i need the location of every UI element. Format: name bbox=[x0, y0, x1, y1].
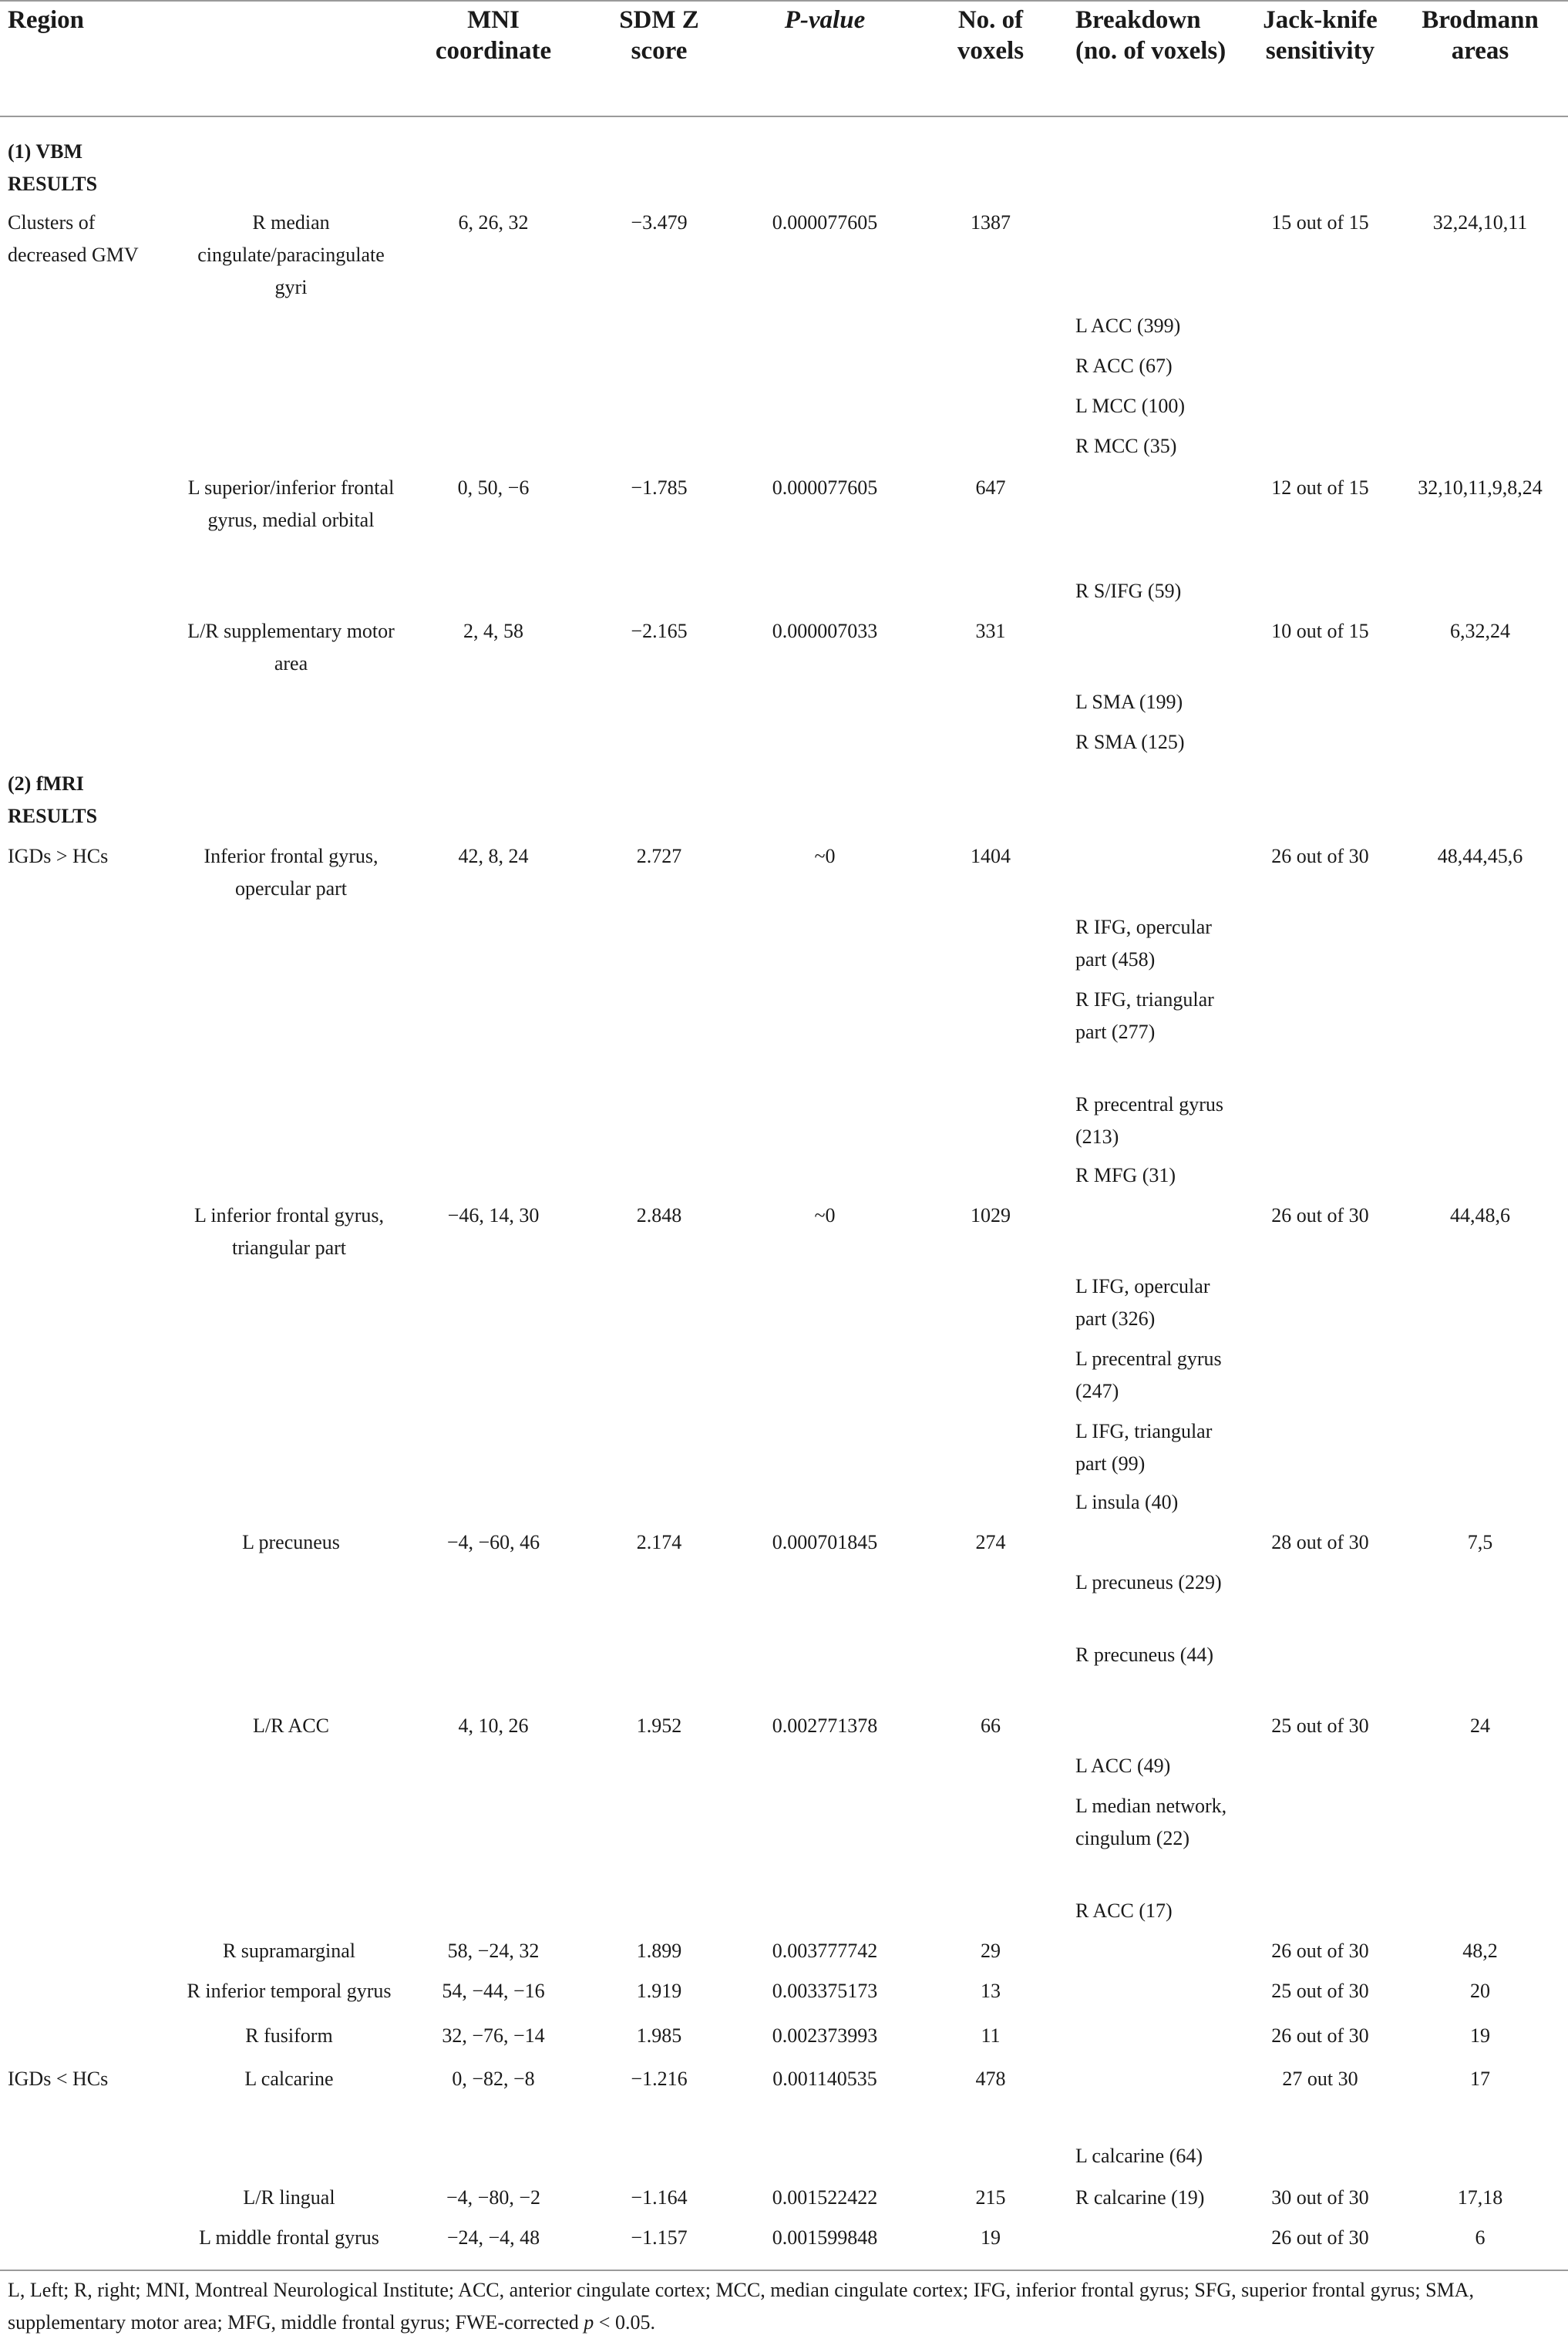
z-score-cell: −1.216 bbox=[631, 2068, 688, 2090]
header-mni: MNI coordinate bbox=[435, 6, 552, 65]
voxels-cell: 66 bbox=[981, 1714, 1001, 1737]
jackknife-cell: 26 out of 30 bbox=[1271, 1940, 1369, 1962]
breakdown-item: L insula (40) bbox=[1075, 1491, 1179, 1513]
p-value-cell: 0.001522422 bbox=[772, 2186, 878, 2209]
breakdown-item: R MCC (35) bbox=[1075, 435, 1177, 457]
region-cell: Inferior frontal gyrus, opercular part bbox=[204, 845, 379, 900]
p-value-cell: 0.000007033 bbox=[772, 620, 878, 642]
breakdown-item: L precentral gyrus (247) bbox=[1075, 1348, 1222, 1402]
voxels-cell: 19 bbox=[981, 2226, 1001, 2249]
brodmann-cell: 48,44,45,6 bbox=[1437, 845, 1523, 867]
breakdown-item: R MFG (31) bbox=[1075, 1164, 1176, 1186]
p-value-cell: 0.002373993 bbox=[772, 2024, 878, 2047]
bottom-rule bbox=[0, 2270, 1568, 2271]
breakdown-item: L ACC (49) bbox=[1075, 1755, 1171, 1777]
jackknife-cell: 26 out of 30 bbox=[1271, 1204, 1369, 1227]
brodmann-cell: 32,24,10,11 bbox=[1432, 211, 1528, 234]
breakdown-item: R ACC (17) bbox=[1075, 1900, 1173, 1922]
region-cell: L inferior frontal gyrus, triangular part bbox=[194, 1204, 384, 1259]
z-score-cell: 1.985 bbox=[636, 2024, 682, 2047]
region-cell: L precuneus bbox=[242, 1531, 340, 1553]
breakdown-item: L SMA (199) bbox=[1075, 691, 1183, 713]
mni-cell: −4, −60, 46 bbox=[446, 1531, 540, 1553]
jackknife-cell: 25 out of 30 bbox=[1271, 1714, 1369, 1737]
jackknife-cell: 26 out of 30 bbox=[1271, 2226, 1369, 2249]
p-value-cell: 0.003375173 bbox=[772, 1980, 878, 2002]
header-brodmann: Brodmann areas bbox=[1422, 6, 1539, 65]
jackknife-cell: 10 out of 15 bbox=[1271, 620, 1369, 642]
region-cell: R fusiform bbox=[245, 2024, 333, 2047]
region-cell: R supramarginal bbox=[222, 1940, 356, 1962]
header-breakdown: Breakdown (no. of voxels) bbox=[1075, 6, 1226, 65]
z-score-cell: 2.174 bbox=[636, 1531, 682, 1553]
footnote-threshold: < 0.05. bbox=[594, 2311, 655, 2334]
voxels-cell: 1404 bbox=[971, 845, 1011, 867]
z-score-cell: −3.479 bbox=[631, 211, 688, 234]
p-value-cell: 0.002771378 bbox=[772, 1714, 878, 1737]
mni-cell: −4, −80, −2 bbox=[446, 2186, 540, 2209]
voxels-cell: 215 bbox=[975, 2186, 1006, 2209]
voxels-cell: 274 bbox=[975, 1531, 1006, 1553]
z-score-cell: 2.848 bbox=[636, 1204, 682, 1227]
mni-cell: −24, −4, 48 bbox=[446, 2226, 540, 2249]
table-footnote bbox=[8, 2274, 1557, 2339]
section-label: (2) fMRI RESULTS bbox=[8, 772, 98, 827]
mni-cell: 42, 8, 24 bbox=[458, 845, 529, 867]
mni-cell: 32, −76, −14 bbox=[442, 2024, 545, 2047]
footnote-text: L, Left; R, right; MNI, Montreal Neurological Institute; ACC, anterior cingulate cortex; MCC, median cingulate cortex; IFG, inferior frontal gyrus; SFG, superior frontal gyrus; SMA, supplementary motor area; MFG, middle frontal gyrus; FWE-corrected bbox=[8, 2279, 1474, 2334]
jackknife-cell: 15 out of 15 bbox=[1271, 211, 1369, 234]
z-score-cell: −1.164 bbox=[631, 2186, 688, 2209]
header-rule bbox=[0, 116, 1568, 117]
header-jackknife: Jack-knife sensitivity bbox=[1263, 6, 1378, 65]
breakdown-item: R IFG, triangular part (277) bbox=[1075, 988, 1214, 1043]
jackknife-cell: 12 out of 15 bbox=[1271, 476, 1369, 499]
voxels-cell: 1029 bbox=[971, 1204, 1011, 1227]
breakdown-item: R precuneus (44) bbox=[1075, 1644, 1214, 1666]
brodmann-cell: 20 bbox=[1470, 1980, 1490, 2002]
mni-cell: 54, −44, −16 bbox=[442, 1980, 545, 2002]
brodmann-cell: 6,32,24 bbox=[1450, 620, 1510, 642]
breakdown-item: R IFG, opercular part (458) bbox=[1075, 916, 1212, 971]
breakdown-item: R SMA (125) bbox=[1075, 731, 1185, 753]
jackknife-cell: 30 out of 30 bbox=[1271, 2186, 1369, 2209]
voxels-cell: 29 bbox=[981, 1940, 1001, 1962]
p-value-cell: ~0 bbox=[814, 845, 836, 867]
region-cell: R inferior temporal gyrus bbox=[187, 1980, 392, 2002]
header-pvalue: P-value bbox=[784, 6, 866, 34]
z-score-cell: −2.165 bbox=[631, 620, 688, 642]
group-label: IGDs > HCs bbox=[8, 845, 109, 867]
breakdown-item: R ACC (67) bbox=[1075, 355, 1173, 377]
z-score-cell: −1.785 bbox=[631, 476, 688, 499]
p-value-cell: ~0 bbox=[814, 1204, 836, 1227]
z-score-cell: 2.727 bbox=[636, 845, 682, 867]
voxels-cell: 13 bbox=[981, 1980, 1001, 2002]
p-value-cell: 0.003777742 bbox=[772, 1940, 878, 1962]
mni-cell: 58, −24, 32 bbox=[447, 1940, 540, 1962]
breakdown-item: R S/IFG (59) bbox=[1075, 580, 1182, 602]
p-value-cell: 0.000077605 bbox=[772, 476, 878, 499]
voxels-cell: 11 bbox=[981, 2024, 1001, 2047]
breakdown-item: L MCC (100) bbox=[1075, 395, 1186, 417]
p-value-cell: 0.001140535 bbox=[772, 2068, 877, 2090]
brodmann-cell: 7,5 bbox=[1467, 1531, 1493, 1553]
region-cell: L/R lingual bbox=[243, 2186, 335, 2209]
jackknife-cell: 26 out of 30 bbox=[1271, 845, 1369, 867]
breakdown-item: L median network, cingulum (22) bbox=[1075, 1795, 1227, 1849]
group-label: Clusters of decreased GMV bbox=[8, 211, 139, 266]
brodmann-cell: 17 bbox=[1470, 2068, 1490, 2090]
footnote-p-symbol: p bbox=[584, 2311, 594, 2334]
region-cell: L superior/inferior frontal gyrus, medial orbital bbox=[187, 476, 395, 531]
jackknife-cell: 26 out of 30 bbox=[1271, 2024, 1369, 2047]
brodmann-cell: 17,18 bbox=[1457, 2186, 1503, 2209]
region-cell: L/R ACC bbox=[253, 1714, 329, 1737]
p-value-cell: 0.000077605 bbox=[772, 211, 878, 234]
header-region: Region bbox=[8, 6, 84, 34]
mni-cell: 0, −82, −8 bbox=[452, 2068, 535, 2090]
z-score-cell: 1.919 bbox=[636, 1980, 682, 2002]
mni-cell: 0, 50, −6 bbox=[457, 476, 530, 499]
brodmann-cell: 32,10,11,9,8,24 bbox=[1418, 476, 1543, 499]
mni-cell: −46, 14, 30 bbox=[447, 1204, 540, 1227]
brodmann-cell: 24 bbox=[1470, 1714, 1490, 1737]
region-cell: L/R supplementary motor area bbox=[187, 620, 395, 675]
brodmann-cell: 19 bbox=[1470, 2024, 1490, 2047]
breakdown-item: L IFG, triangular part (99) bbox=[1075, 1420, 1213, 1475]
z-score-cell: 1.952 bbox=[636, 1714, 682, 1737]
voxels-cell: 647 bbox=[975, 476, 1006, 499]
jackknife-cell: 27 out 30 bbox=[1282, 2068, 1358, 2090]
breakdown-item: L ACC (399) bbox=[1075, 315, 1181, 337]
header-voxels: No. of voxels bbox=[957, 6, 1025, 65]
jackknife-cell: 28 out of 30 bbox=[1271, 1531, 1369, 1553]
breakdown-item: L IFG, opercular part (326) bbox=[1075, 1275, 1210, 1330]
brodmann-cell: 6 bbox=[1475, 2226, 1486, 2249]
breakdown-item: L calcarine (64) bbox=[1075, 2145, 1203, 2167]
breakdown-item: R precentral gyrus (213) bbox=[1075, 1093, 1224, 1148]
p-value-cell: 0.001599848 bbox=[772, 2226, 878, 2249]
voxels-cell: 331 bbox=[975, 620, 1006, 642]
z-score-cell: 1.899 bbox=[636, 1940, 682, 1962]
jackknife-cell: 25 out of 30 bbox=[1271, 1980, 1369, 2002]
top-rule bbox=[0, 0, 1568, 2]
breakdown-item: R calcarine (19) bbox=[1075, 2186, 1205, 2209]
group-label: IGDs < HCs bbox=[8, 2068, 109, 2090]
section-label: (1) VBM RESULTS bbox=[8, 140, 98, 195]
brodmann-cell: 48,2 bbox=[1462, 1940, 1498, 1962]
voxels-cell: 478 bbox=[975, 2068, 1006, 2090]
header-sdm: SDM Z score bbox=[619, 6, 699, 65]
mni-cell: 2, 4, 58 bbox=[463, 620, 523, 642]
mni-cell: 4, 10, 26 bbox=[458, 1714, 529, 1737]
region-cell: L calcarine bbox=[244, 2068, 334, 2090]
breakdown-item: L precuneus (229) bbox=[1075, 1571, 1222, 1593]
p-value-cell: 0.000701845 bbox=[772, 1531, 878, 1553]
region-cell: R median cingulate/paracingulate gyri bbox=[197, 211, 385, 298]
brodmann-cell: 44,48,6 bbox=[1450, 1204, 1510, 1227]
region-cell: L middle frontal gyrus bbox=[199, 2226, 379, 2249]
voxels-cell: 1387 bbox=[971, 211, 1011, 234]
mni-cell: 6, 26, 32 bbox=[458, 211, 529, 234]
z-score-cell: −1.157 bbox=[631, 2226, 688, 2249]
